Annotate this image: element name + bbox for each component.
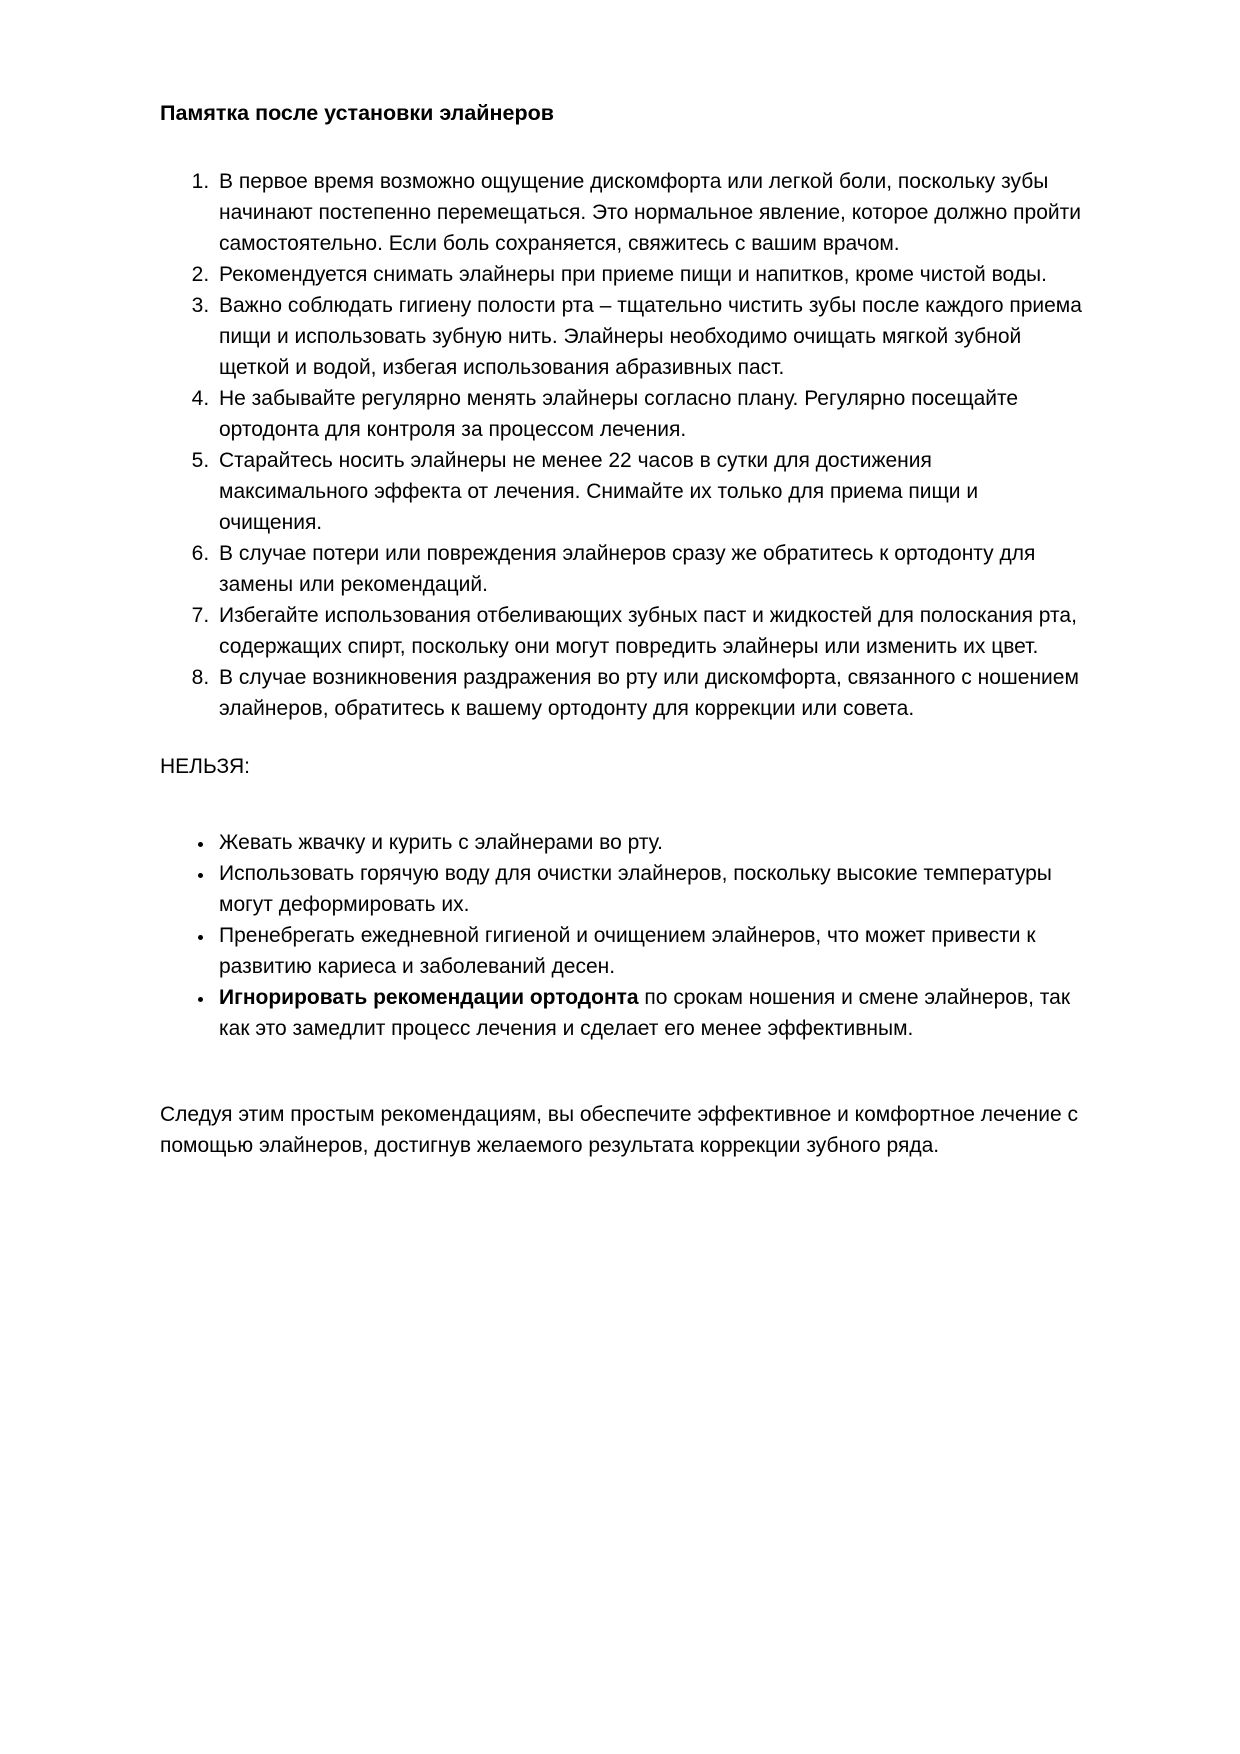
- prohibited-item-4-text: по срокам ношения и смене элайнеров, так как это замедлит процесс лечения и сделает его менее эффективным.: [219, 986, 1071, 1040]
- prohibited-item-4-bold: Игнорировать рекомендации ортодонта: [219, 986, 639, 1009]
- prohibited-item-1-text: Жевать жвачку и курить с элайнерами во рту.: [219, 831, 663, 854]
- prohibited-list: [160, 827, 1085, 1044]
- instruction-item-5: 5. Старайтесь носить элайнеры не менее 22 часов в сутки для достижения максимального эффекта от лечения. Снимайте их только для приема пищи и очищения.: [215, 445, 1085, 538]
- prohibited-item-1: [215, 827, 1085, 858]
- instruction-item-6: 6. В случае потери или повреждения элайнеров сразу же обратитесь к ортодонту для замены или рекомендаций.: [215, 538, 1085, 600]
- prohibited-item-2: [215, 858, 1085, 920]
- closing-paragraph: Следуя этим простым рекомендациям, вы обеспечите эффективное и комфортное лечение с помощью элайнеров, достигнув желаемого результата коррекции зубного ряда.: [160, 1103, 1079, 1157]
- prohibited-heading: НЕЛЬЗЯ:: [160, 755, 250, 778]
- prohibited-item-3-text: Пренебрегать ежедневной гигиеной и очищением элайнеров, что может привести к развитию кариеса и заболеваний десен.: [219, 924, 1036, 978]
- instruction-item-8: 8. В случае возникновения раздражения во рту или дискомфорта, связанного с ношением элайнеров, обратитесь к вашему ортодонту для коррекции или совета.: [215, 662, 1085, 724]
- prohibited-item-3: [215, 920, 1085, 982]
- instruction-item-2: 2. Рекомендуется снимать элайнеры при приеме пищи и напитков, кроме чистой воды.: [215, 259, 1085, 290]
- instruction-item-1: 1. В первое время возможно ощущение дискомфорта или легкой боли, поскольку зубы начинают постепенно перемещаться. Это нормальное явление, которое должно пройти самостоятельно. Если боль сохраняется, свяжитесь с вашим врачом.: [215, 166, 1085, 259]
- prohibited-item-2-text: Использовать горячую воду для очистки элайнеров, поскольку высокие температуры могут деформировать их.: [219, 862, 1052, 916]
- instruction-item-4: 4. Не забывайте регулярно менять элайнеры согласно плану. Регулярно посещайте ортодонта для контроля за процессом лечения.: [215, 383, 1085, 445]
- instruction-item-3: 3. Важно соблюдать гигиену полости рта – тщательно чистить зубы после каждого приема пищи и использовать зубную нить. Элайнеры необходимо очищать мягкой зубной щеткой и водой, избегая использования абразивных паст.: [215, 290, 1085, 383]
- instructions-list: [160, 166, 1085, 724]
- prohibited-item-4: [215, 982, 1085, 1044]
- instruction-item-7: 7. Избегайте использования отбеливающих зубных паст и жидкостей для полоскания рта, содержащих спирт, поскольку они могут повредить элайнеры или изменить их цвет.: [215, 600, 1085, 662]
- page-title: Памятка после установки элайнеров: [160, 101, 554, 125]
